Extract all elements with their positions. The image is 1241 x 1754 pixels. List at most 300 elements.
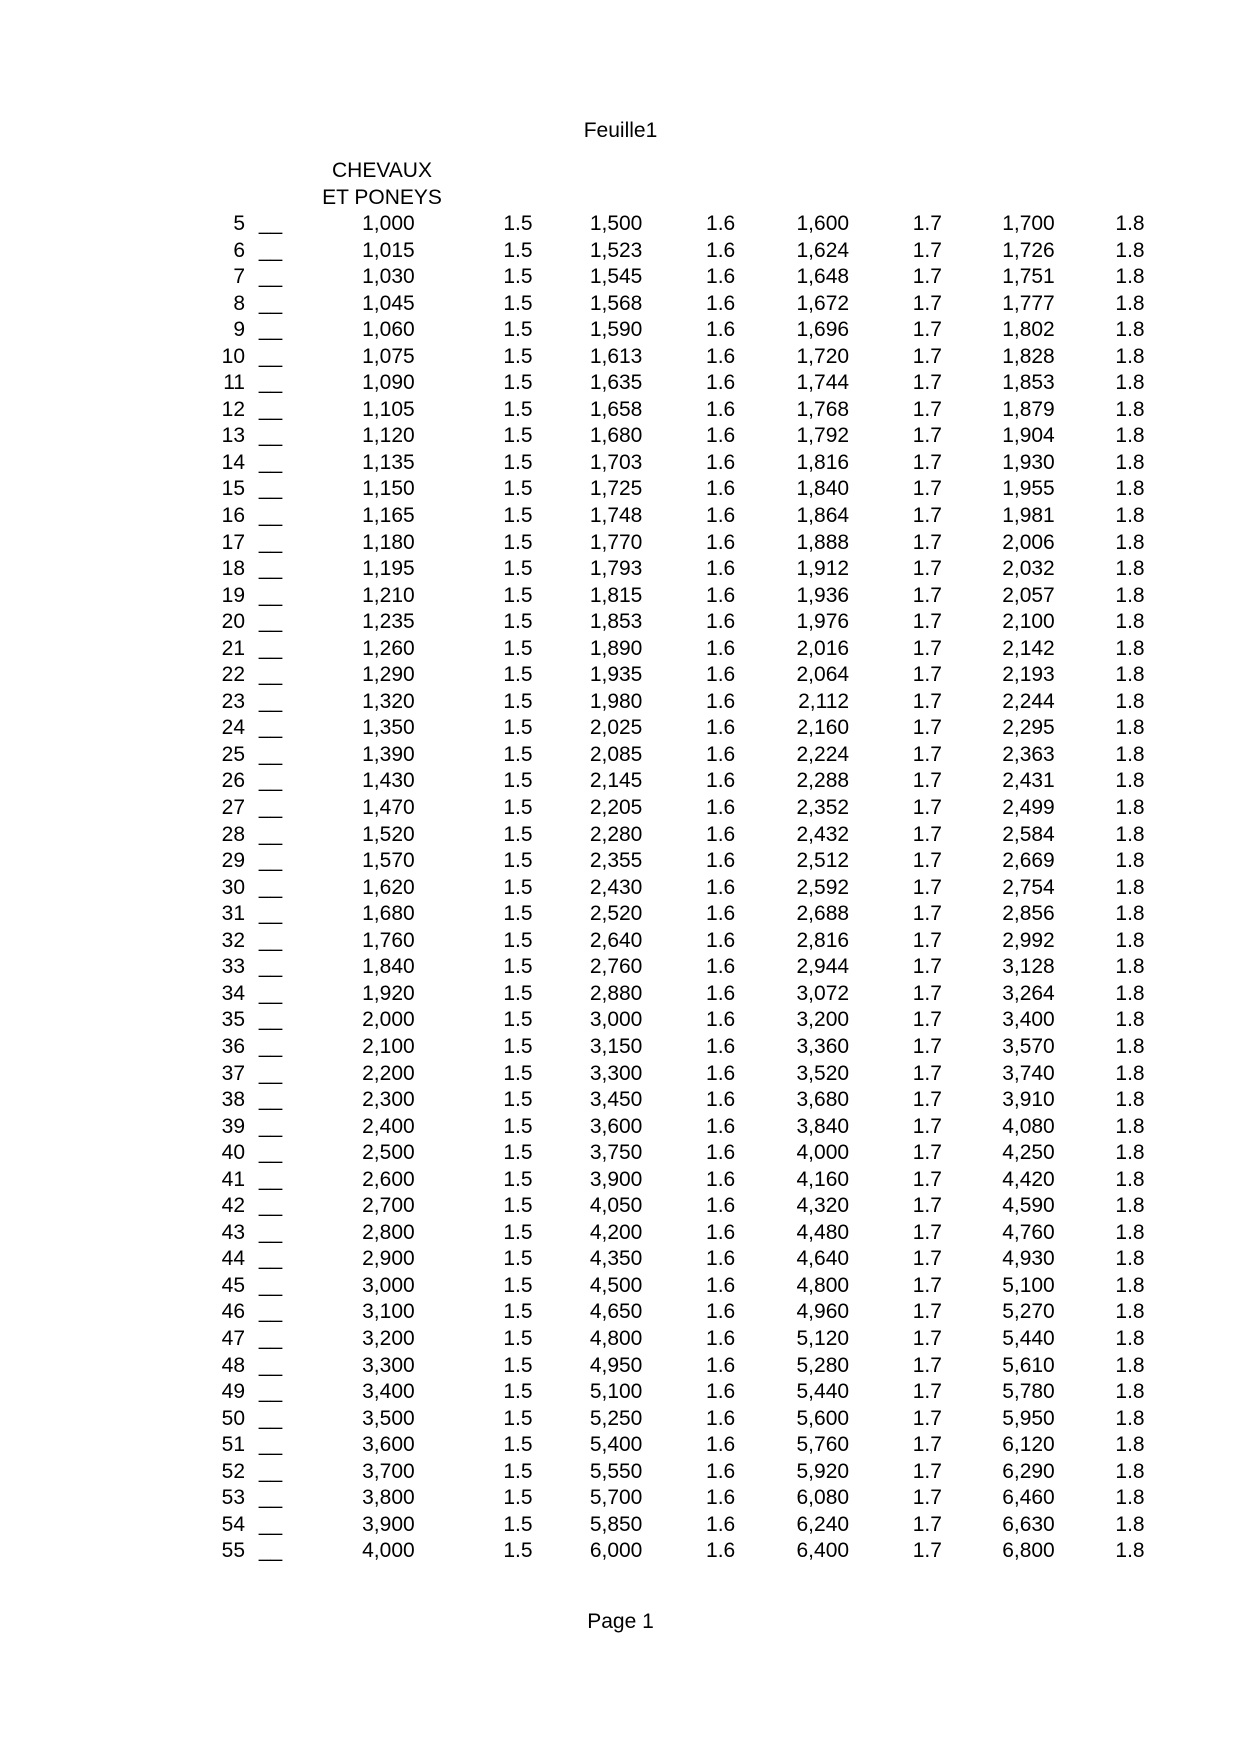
table-row: [210, 503, 1145, 530]
base-value: 1,840: [362, 955, 415, 979]
value-1-6: 1,912: [796, 557, 850, 581]
value-1-6: 4,480: [796, 1220, 850, 1244]
row-number: 43: [221, 1220, 245, 1244]
value-1-5: 1,853: [589, 610, 643, 634]
table-header-line1: CHEVAUX: [332, 159, 432, 182]
multiplier-1-8: 1.8: [1115, 1486, 1145, 1510]
multiplier-1-7: 1.7: [912, 291, 942, 315]
multiplier-1-5: 1.5: [503, 1008, 533, 1032]
multiplier-1-8: 1.8: [1115, 955, 1145, 979]
row-number: 6: [233, 238, 245, 262]
base-value: 3,600: [362, 1433, 415, 1457]
multiplier-1-5: 1.5: [503, 1486, 533, 1510]
multiplier-1-6: 1.6: [706, 1220, 736, 1244]
table-row: [210, 662, 1145, 689]
multiplier-1-7: 1.7: [912, 1034, 942, 1058]
value-1-7: 3,740: [1002, 1061, 1055, 1085]
multiplier-1-5: 1.5: [503, 318, 533, 342]
row-number: 49: [221, 1380, 245, 1404]
base-value: 1,135: [362, 450, 415, 474]
base-value: 1,260: [362, 636, 415, 660]
value-1-5: 2,880: [589, 981, 643, 1005]
multiplier-1-7: 1.7: [912, 371, 942, 395]
multiplier-1-8: 1.8: [1115, 663, 1145, 687]
base-value: 3,200: [362, 1326, 415, 1350]
row-number: 8: [233, 291, 245, 315]
table-row: [210, 370, 1145, 397]
multiplier-1-6: 1.6: [706, 424, 736, 448]
value-1-5: 1,980: [589, 689, 643, 713]
multiplier-1-6: 1.6: [706, 1114, 736, 1138]
row-mark: __: [258, 1088, 283, 1112]
row-mark: __: [258, 689, 283, 713]
multiplier-1-5: 1.5: [503, 477, 533, 501]
multiplier-1-5: 1.5: [503, 1167, 533, 1191]
row-number: 12: [221, 397, 245, 421]
value-1-7: 4,590: [1002, 1194, 1055, 1218]
value-1-5: 2,145: [589, 769, 643, 793]
value-1-7: 2,856: [1002, 902, 1055, 926]
value-1-6: 1,840: [796, 477, 850, 501]
value-1-6: 1,768: [796, 397, 850, 421]
value-1-7: 4,760: [1002, 1220, 1055, 1244]
multiplier-1-8: 1.8: [1115, 450, 1145, 474]
multiplier-1-6: 1.6: [706, 1406, 736, 1430]
value-1-5: 6,000: [589, 1539, 643, 1563]
value-1-5: 1,680: [589, 424, 643, 448]
value-1-7: 1,751: [1002, 265, 1055, 289]
table-row: [210, 211, 1145, 238]
multiplier-1-6: 1.6: [706, 822, 736, 846]
multiplier-1-8: 1.8: [1115, 1326, 1145, 1350]
row-number: 39: [221, 1114, 245, 1138]
multiplier-1-5: 1.5: [503, 1459, 533, 1483]
multiplier-1-6: 1.6: [706, 504, 736, 528]
multiplier-1-5: 1.5: [503, 450, 533, 474]
base-value: 2,100: [362, 1034, 415, 1058]
value-1-7: 5,100: [1002, 1273, 1055, 1297]
multiplier-1-6: 1.6: [706, 397, 736, 421]
multiplier-1-8: 1.8: [1115, 1194, 1145, 1218]
value-1-7: 1,700: [1002, 212, 1055, 235]
value-1-5: 1,935: [589, 663, 643, 687]
multiplier-1-8: 1.8: [1115, 371, 1145, 395]
multiplier-1-6: 1.6: [706, 1459, 736, 1483]
multiplier-1-5: 1.5: [503, 981, 533, 1005]
multiplier-1-8: 1.8: [1115, 1300, 1145, 1324]
value-1-5: 1,725: [589, 477, 643, 501]
table-header-line2: ET PONEYS: [322, 185, 442, 209]
value-1-6: 2,064: [796, 663, 850, 687]
value-1-7: 3,910: [1002, 1088, 1055, 1112]
multiplier-1-7: 1.7: [912, 689, 942, 713]
row-mark: __: [258, 1459, 283, 1483]
value-1-5: 4,500: [589, 1273, 643, 1297]
table-row: [210, 1459, 1145, 1486]
row-mark: __: [258, 504, 283, 528]
row-number: 17: [221, 530, 245, 554]
value-1-6: 4,800: [796, 1273, 850, 1297]
value-1-5: 4,200: [589, 1220, 643, 1244]
value-1-5: 1,545: [589, 265, 643, 289]
base-value: 1,570: [362, 849, 415, 873]
multiplier-1-8: 1.8: [1115, 1247, 1145, 1271]
multiplier-1-7: 1.7: [912, 397, 942, 421]
row-mark: __: [258, 397, 283, 421]
multiplier-1-5: 1.5: [503, 822, 533, 846]
row-mark: __: [258, 769, 283, 793]
base-value: 1,120: [362, 424, 415, 448]
value-1-5: 3,900: [589, 1167, 643, 1191]
value-1-5: 2,355: [589, 849, 643, 873]
base-value: 1,045: [362, 291, 415, 315]
row-mark: __: [258, 1247, 283, 1271]
row-mark: __: [258, 981, 283, 1005]
value-1-7: 5,780: [1002, 1380, 1055, 1404]
table-row: [210, 609, 1145, 636]
base-value: 3,000: [362, 1273, 415, 1297]
base-value: 1,520: [362, 822, 415, 846]
row-number: 29: [221, 849, 245, 873]
multiplier-1-5: 1.5: [503, 1273, 533, 1297]
multiplier-1-8: 1.8: [1115, 238, 1145, 262]
value-1-7: 3,570: [1002, 1034, 1055, 1058]
multiplier-1-6: 1.6: [706, 981, 736, 1005]
multiplier-1-5: 1.5: [503, 583, 533, 607]
value-1-6: 2,224: [796, 742, 850, 766]
value-1-7: 2,193: [1002, 663, 1055, 687]
row-number: 38: [221, 1088, 245, 1112]
base-value: 2,900: [362, 1247, 415, 1271]
multiplier-1-8: 1.8: [1115, 212, 1145, 235]
multiplier-1-8: 1.8: [1115, 583, 1145, 607]
row-number: 32: [221, 928, 245, 952]
row-number: 26: [221, 769, 245, 793]
row-mark: __: [258, 1034, 283, 1058]
base-value: 1,090: [362, 371, 415, 395]
value-1-6: 5,120: [796, 1326, 850, 1350]
multiplier-1-6: 1.6: [706, 1034, 736, 1058]
multiplier-1-8: 1.8: [1115, 291, 1145, 315]
table-row: [210, 450, 1145, 477]
multiplier-1-6: 1.6: [706, 238, 736, 262]
multiplier-1-6: 1.6: [706, 291, 736, 315]
value-1-6: 1,720: [796, 344, 850, 368]
row-number: 27: [221, 796, 245, 820]
row-number: 50: [221, 1406, 245, 1430]
row-number: 13: [221, 424, 245, 448]
value-1-5: 5,250: [589, 1406, 643, 1430]
value-1-7: 1,777: [1002, 291, 1055, 315]
value-1-5: 5,400: [589, 1433, 643, 1457]
multiplier-1-7: 1.7: [912, 212, 942, 235]
multiplier-1-8: 1.8: [1115, 1512, 1145, 1536]
multiplier-1-6: 1.6: [706, 212, 736, 235]
multiplier-1-7: 1.7: [912, 344, 942, 368]
multiplier-1-5: 1.5: [503, 689, 533, 713]
multiplier-1-8: 1.8: [1115, 1088, 1145, 1112]
multiplier-1-8: 1.8: [1115, 902, 1145, 926]
multiplier-1-7: 1.7: [912, 1539, 942, 1563]
multiplier-1-5: 1.5: [503, 1194, 533, 1218]
value-1-6: 2,592: [796, 875, 850, 899]
row-number: 23: [221, 689, 245, 713]
multiplier-1-6: 1.6: [706, 1326, 736, 1350]
base-value: 3,900: [362, 1512, 415, 1536]
value-1-7: 2,100: [1002, 610, 1055, 634]
row-mark: __: [258, 796, 283, 820]
row-number: 53: [221, 1486, 245, 1510]
table-row: [210, 291, 1145, 318]
value-1-7: 4,250: [1002, 1141, 1055, 1165]
table-row: [210, 1220, 1145, 1247]
multiplier-1-6: 1.6: [706, 689, 736, 713]
value-1-5: 5,850: [589, 1512, 643, 1536]
row-number: 22: [221, 663, 245, 687]
multiplier-1-7: 1.7: [912, 1433, 942, 1457]
row-mark: __: [258, 344, 283, 368]
multiplier-1-7: 1.7: [912, 928, 942, 952]
value-1-7: 2,754: [1002, 875, 1055, 899]
value-1-6: 2,352: [796, 796, 850, 820]
base-value: 1,235: [362, 610, 415, 634]
multiplier-1-6: 1.6: [706, 742, 736, 766]
value-1-6: 1,624: [796, 238, 850, 262]
value-1-6: 5,280: [796, 1353, 850, 1377]
value-1-5: 5,550: [589, 1459, 643, 1483]
multiplier-1-7: 1.7: [912, 238, 942, 262]
multiplier-1-8: 1.8: [1115, 504, 1145, 528]
row-mark: __: [258, 530, 283, 554]
value-1-7: 4,080: [1002, 1114, 1055, 1138]
value-1-6: 1,600: [796, 212, 850, 235]
row-mark: __: [258, 742, 283, 766]
base-value: 1,680: [362, 902, 415, 926]
value-1-5: 2,430: [589, 875, 643, 899]
multiplier-1-7: 1.7: [912, 1406, 942, 1430]
row-number: 48: [221, 1353, 245, 1377]
value-1-6: 6,080: [796, 1486, 850, 1510]
multiplier-1-8: 1.8: [1115, 1406, 1145, 1430]
multiplier-1-5: 1.5: [503, 1061, 533, 1085]
multiplier-1-8: 1.8: [1115, 1353, 1145, 1377]
table-row: [210, 1140, 1145, 1167]
value-1-5: 2,760: [589, 955, 643, 979]
value-1-6: 1,792: [796, 424, 850, 448]
multiplier-1-5: 1.5: [503, 1300, 533, 1324]
multiplier-1-5: 1.5: [503, 1220, 533, 1244]
value-1-7: 5,270: [1002, 1300, 1055, 1324]
row-mark: __: [258, 636, 283, 660]
multiplier-1-6: 1.6: [706, 1486, 736, 1510]
value-1-6: 4,320: [796, 1194, 850, 1218]
value-1-7: 1,853: [1002, 371, 1055, 395]
multiplier-1-5: 1.5: [503, 1326, 533, 1350]
base-value: 1,000: [362, 212, 415, 235]
row-mark: __: [258, 822, 283, 846]
table-row: [210, 875, 1145, 902]
multiplier-1-8: 1.8: [1115, 875, 1145, 899]
value-1-6: 3,680: [796, 1088, 850, 1112]
base-value: 1,060: [362, 318, 415, 342]
multiplier-1-7: 1.7: [912, 1512, 942, 1536]
row-mark: __: [258, 1326, 283, 1350]
multiplier-1-5: 1.5: [503, 424, 533, 448]
multiplier-1-8: 1.8: [1115, 344, 1145, 368]
multiplier-1-7: 1.7: [912, 902, 942, 926]
table-row: [210, 1273, 1145, 1300]
base-value: 3,100: [362, 1300, 415, 1324]
multiplier-1-7: 1.7: [912, 1486, 942, 1510]
table-row: [210, 1353, 1145, 1380]
base-value: 1,105: [362, 397, 415, 421]
row-number: 16: [221, 504, 245, 528]
table-row: [210, 1007, 1145, 1034]
row-mark: __: [258, 424, 283, 448]
multiplier-1-5: 1.5: [503, 663, 533, 687]
value-1-5: 2,085: [589, 742, 643, 766]
value-1-7: 6,630: [1002, 1512, 1055, 1536]
multiplier-1-6: 1.6: [706, 530, 736, 554]
row-number: 25: [221, 742, 245, 766]
multiplier-1-6: 1.6: [706, 1008, 736, 1032]
multiplier-1-8: 1.8: [1115, 397, 1145, 421]
multiplier-1-7: 1.7: [912, 875, 942, 899]
row-mark: __: [258, 849, 283, 873]
value-1-6: 1,864: [796, 504, 850, 528]
base-value: 3,400: [362, 1380, 415, 1404]
value-1-5: 4,950: [589, 1353, 643, 1377]
value-1-5: 2,280: [589, 822, 643, 846]
multiplier-1-7: 1.7: [912, 477, 942, 501]
multiplier-1-8: 1.8: [1115, 557, 1145, 581]
multiplier-1-8: 1.8: [1115, 1539, 1145, 1563]
multiplier-1-6: 1.6: [706, 928, 736, 952]
row-mark: __: [258, 1406, 283, 1430]
row-number: 9: [233, 318, 245, 342]
row-number: 15: [221, 477, 245, 501]
multiplier-1-8: 1.8: [1115, 1459, 1145, 1483]
multiplier-1-5: 1.5: [503, 1247, 533, 1271]
multiplier-1-7: 1.7: [912, 504, 942, 528]
row-number: 54: [221, 1512, 245, 1536]
value-1-7: 5,610: [1002, 1353, 1055, 1377]
multiplier-1-6: 1.6: [706, 1194, 736, 1218]
value-1-7: 2,295: [1002, 716, 1055, 740]
value-1-6: 2,512: [796, 849, 850, 873]
row-mark: __: [258, 1486, 283, 1510]
table-row: [210, 317, 1145, 344]
multiplier-1-6: 1.6: [706, 1433, 736, 1457]
multiplier-1-6: 1.6: [706, 1088, 736, 1112]
table-row: [210, 530, 1145, 557]
row-number: 24: [221, 716, 245, 740]
multiplier-1-8: 1.8: [1115, 1167, 1145, 1191]
multiplier-1-7: 1.7: [912, 1167, 942, 1191]
value-1-7: 1,879: [1002, 397, 1055, 421]
table-row: [210, 901, 1145, 928]
multiplier-1-6: 1.6: [706, 1380, 736, 1404]
base-value: 1,195: [362, 557, 415, 581]
value-1-5: 3,300: [589, 1061, 643, 1085]
value-1-6: 1,888: [796, 530, 850, 554]
row-mark: __: [258, 1300, 283, 1324]
table-row: [210, 1432, 1145, 1459]
row-mark: __: [258, 318, 283, 342]
multiplier-1-6: 1.6: [706, 1512, 736, 1536]
row-number: 46: [221, 1300, 245, 1324]
multiplier-1-7: 1.7: [912, 1459, 942, 1483]
multiplier-1-5: 1.5: [503, 397, 533, 421]
multiplier-1-8: 1.8: [1115, 610, 1145, 634]
row-mark: __: [258, 450, 283, 474]
row-number: 21: [221, 636, 245, 660]
row-mark: __: [258, 265, 283, 289]
multiplier-1-7: 1.7: [912, 1380, 942, 1404]
multiplier-1-5: 1.5: [503, 371, 533, 395]
multiplier-1-7: 1.7: [912, 769, 942, 793]
multiplier-1-5: 1.5: [503, 344, 533, 368]
multiplier-1-6: 1.6: [706, 477, 736, 501]
multiplier-1-5: 1.5: [503, 1034, 533, 1058]
multiplier-1-7: 1.7: [912, 796, 942, 820]
row-number: 10: [221, 344, 245, 368]
multiplier-1-7: 1.7: [912, 1220, 942, 1244]
row-number: 52: [221, 1459, 245, 1483]
table-header: [232, 158, 532, 211]
multiplier-1-8: 1.8: [1115, 928, 1145, 952]
multiplier-1-5: 1.5: [503, 636, 533, 660]
value-1-5: 1,635: [589, 371, 643, 395]
multiplier-1-7: 1.7: [912, 955, 942, 979]
row-number: 5: [233, 212, 245, 235]
multiplier-1-6: 1.6: [706, 344, 736, 368]
multiplier-1-5: 1.5: [503, 1512, 533, 1536]
table-row: [210, 848, 1145, 875]
table-row: [210, 1034, 1145, 1061]
multiplier-1-7: 1.7: [912, 716, 942, 740]
row-number: 35: [221, 1008, 245, 1032]
value-1-5: 2,205: [589, 796, 643, 820]
multiplier-1-7: 1.7: [912, 981, 942, 1005]
table-row: [210, 423, 1145, 450]
base-value: 2,600: [362, 1167, 415, 1191]
value-1-6: 4,960: [796, 1300, 850, 1324]
data-table: [210, 211, 1145, 1565]
multiplier-1-5: 1.5: [503, 1088, 533, 1112]
value-1-6: 5,760: [796, 1433, 850, 1457]
base-value: 1,165: [362, 504, 415, 528]
multiplier-1-8: 1.8: [1115, 265, 1145, 289]
multiplier-1-7: 1.7: [912, 742, 942, 766]
value-1-5: 1,890: [589, 636, 643, 660]
multiplier-1-5: 1.5: [503, 769, 533, 793]
multiplier-1-8: 1.8: [1115, 822, 1145, 846]
base-value: 1,290: [362, 663, 415, 687]
multiplier-1-6: 1.6: [706, 318, 736, 342]
row-mark: __: [258, 663, 283, 687]
table-row: [210, 1299, 1145, 1326]
value-1-5: 1,703: [589, 450, 643, 474]
multiplier-1-8: 1.8: [1115, 318, 1145, 342]
value-1-6: 4,640: [796, 1247, 850, 1271]
value-1-6: 1,976: [796, 610, 850, 634]
row-number: 44: [221, 1247, 245, 1271]
value-1-6: 1,744: [796, 371, 850, 395]
multiplier-1-7: 1.7: [912, 265, 942, 289]
value-1-5: 1,590: [589, 318, 643, 342]
row-number: 41: [221, 1167, 245, 1191]
